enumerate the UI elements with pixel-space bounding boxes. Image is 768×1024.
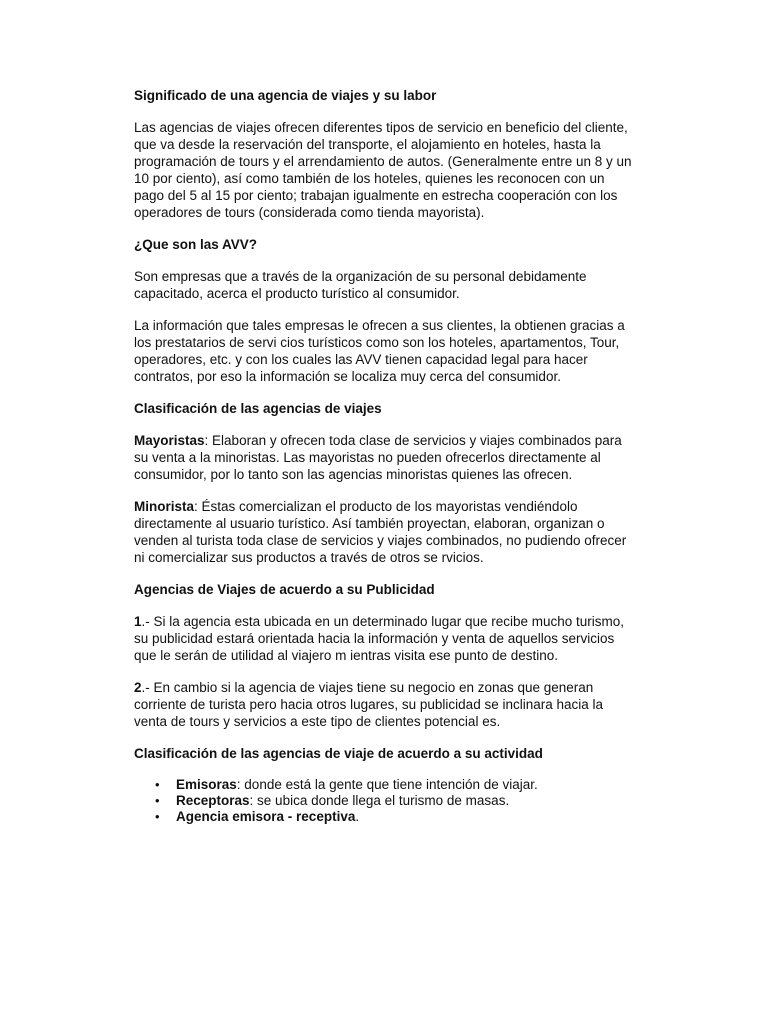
text-receptoras: : se ubica donde llega el turismo de masas. [249, 793, 510, 808]
paragraph-publicidad-2 [134, 679, 634, 730]
heading-que-son-avv: ¿Que son las AVV? [134, 237, 258, 252]
bullet-icon: • [155, 793, 160, 808]
paragraph-publicidad-1 [134, 613, 634, 664]
bullet-icon: • [155, 777, 160, 792]
paragraph-intro: Las agencias de viajes ofrecen diferentes tipos de servicio en beneficio del cliente, que va desde la reservación del transporte, el alojamiento en hoteles, hasta la programación de tours y el arrendamiento de autos. (Generalmente entre un 8 y un 10 por ciento), así como también de los hoteles, quienes les reconocen con un pago del 5 al 15 por ciento; trabajan igualmente en estrecha cooperación con los operadores de tours (considerada como tienda mayorista). [134, 120, 632, 220]
number-2: 2 [134, 680, 142, 695]
heading-clasificacion: Clasificación de las agencias de viajes [134, 401, 382, 416]
term-receptoras: Receptoras [176, 793, 250, 808]
heading-significado: Significado de una agencia de viajes y su labor [134, 88, 437, 103]
document-body [134, 87, 634, 825]
list-item-emisora-receptiva [155, 809, 634, 825]
text-publicidad-1: .- Si la agencia esta ubicada en un determinado lugar que recibe mucho turismo, su publicidad estará orientada hacia la información y venta de aquellos servicios que le serán de utilidad al viajero m ientras visita ese punto de destino. [134, 614, 625, 663]
bullet-icon: • [155, 809, 160, 824]
text-emisora-receptiva: . [355, 809, 360, 824]
number-1: 1 [134, 614, 142, 629]
term-emisoras: Emisoras [176, 777, 237, 792]
heading-actividad: Clasificación de las agencias de viaje de acuerdo a su actividad [134, 746, 543, 761]
paragraph-minorista [134, 498, 634, 566]
text-publicidad-2: .- En cambio si la agencia de viajes tiene su negocio en zonas que generan corriente de turista pero hacia otros lugares, su publicidad se inclinara hacia la venta de tours y servicios a este tipo de clientes potencial es. [134, 680, 604, 729]
heading-publicidad: Agencias de Viajes de acuerdo a su Publicidad [134, 582, 435, 597]
text-emisoras: : donde está la gente que tiene intención de viajar. [236, 777, 538, 792]
text-minorista: : Éstas comercializan el producto de los mayoristas vendiéndolo directamente al usuario turístico. Así también proyectan, elaboran, organizan o venden al turista toda clase de servicios y viajes combinados, no pudiendo ofrecer ni comercializar sus productos a través de otros se rvicios. [134, 499, 627, 565]
term-minorista: Minorista [134, 499, 195, 514]
activity-list [134, 777, 634, 825]
term-emisora-receptiva: Agencia emisora - receptiva [176, 809, 356, 824]
list-item-emisoras [155, 777, 634, 793]
paragraph-avv-definition: Son empresas que a través de la organización de su personal debidamente capacitado, acerca el producto turístico al consumidor. [134, 269, 587, 301]
text-mayoristas: : Elaboran y ofrecen toda clase de servicios y viajes combinados para su venta a la minoristas. Las mayoristas no pueden ofrecerlos directamente al consumidor, por lo tanto son las agencias minoristas quienes las ofrecen. [134, 433, 622, 482]
list-item-receptoras [155, 793, 634, 809]
paragraph-avv-information: La información que tales empresas le ofrecen a sus clientes, la obtienen gracias a los prestatarios de servi cios turísticos como son los hoteles, apartamentos, Tour, operadores, etc. y con los cuales las AVV tienen capacidad legal para hacer contratos, por eso la información se localiza muy cerca del consumidor. [134, 318, 625, 384]
term-mayoristas: Mayoristas [134, 433, 205, 448]
paragraph-mayoristas [134, 432, 634, 483]
